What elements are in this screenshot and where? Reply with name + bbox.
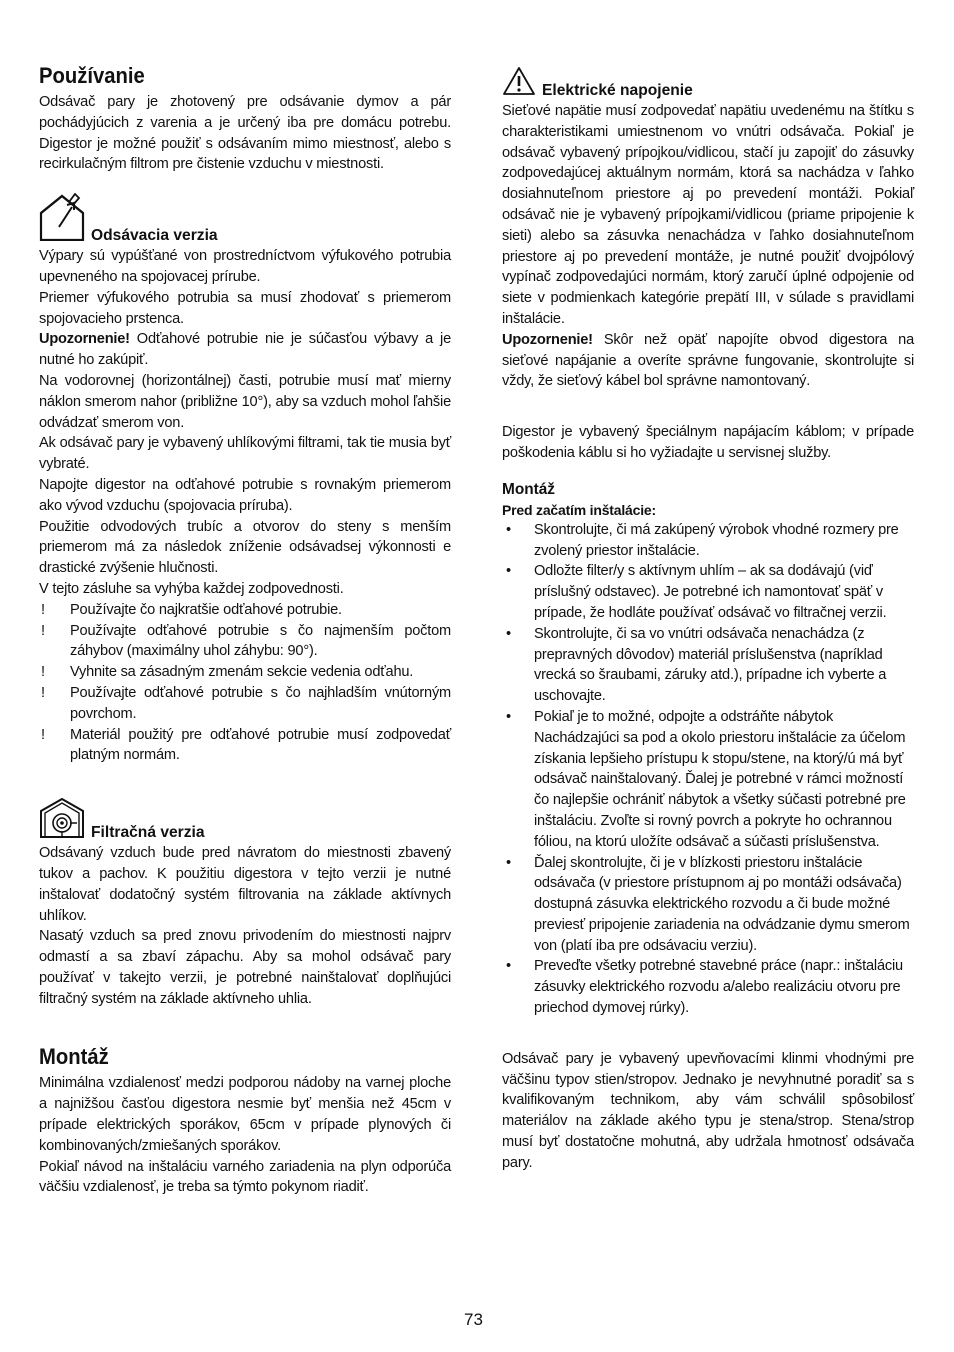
right-column bbox=[502, 78, 914, 1174]
exhaust-p1: Výpary sú vypúšťané von prostredníctvom výfukového potrubia upevneného na spojovacej prírube. bbox=[39, 248, 451, 285]
spacer bbox=[502, 1019, 914, 1049]
list-marker: ! bbox=[41, 684, 45, 701]
list-marker: ! bbox=[41, 664, 45, 681]
exhaust-p3: Na vodorovnej (horizontálnej) časti, potrubie musí mať mierny náklon smerom nahor (približne 10°), aby sa vzduch mohol ľahšie odvádzať smerom von. bbox=[39, 372, 451, 431]
filter-heading-row bbox=[39, 798, 451, 843]
mount-heading: Montáž bbox=[502, 480, 556, 498]
left-column bbox=[39, 62, 451, 1198]
list-marker: ! bbox=[41, 622, 45, 639]
exhaust-warning bbox=[39, 329, 451, 371]
mount-p-end: Odsávač pary je vybavený upevňovacími klinmi vhodnými pre väčšinu typov stien/stropov. Jednako je nevyhnutné poradiť sa s kvalifikovaným technikom, aby vám schválil spôsobilosť materiálov na základe akého typu je stena/strop. Stena/strop musí byť dostatočne mohutná, aby udržala hmotnosť odsávača pary. bbox=[502, 1050, 914, 1171]
mount-checklist bbox=[502, 520, 914, 1019]
warning-text: Skôr než opäť napojíte obvod digestora na sieťové napájanie a overíte správne fungovanie, skontrolujte si vždy, že sieťový kábel bol správne namontovaný. bbox=[502, 331, 914, 390]
exhaust-heading-row bbox=[39, 193, 451, 246]
mount-p1: Minimálna vzdialenosť medzi podporou nádoby na varnej ploche a najnižšou časťou digestora nesmie byť menšia než 45cm v prípade elektrických sporákov, 65cm v prípade plynových či kombinovaných/zmiešaných sporákov. bbox=[39, 1075, 451, 1154]
exhaust-p2: Priemer výfukového potrubia sa musí zhodovať s priemerom spojovacieho prstenca. bbox=[39, 289, 451, 327]
list-item: ! Materiál použitý pre odťahové potrubie musí zodpovedať platným normám. bbox=[41, 726, 451, 764]
list-marker: • bbox=[506, 521, 511, 538]
exhaust-list bbox=[39, 600, 451, 766]
list-item: ! Vyhnite sa zásadným zmenám sekcie vedenia odťahu. bbox=[39, 662, 451, 683]
list-marker: ! bbox=[41, 726, 45, 743]
list-marker: • bbox=[506, 854, 511, 871]
electric-heading: Elektrické napojenie bbox=[542, 82, 693, 99]
warning-text: Odťahové potrubie nie je súčasťou výbavy a je nutné ho zakúpiť. bbox=[39, 331, 451, 369]
list-marker: • bbox=[506, 708, 511, 725]
usage-intro: Odsávač pary je zhotovený pre odsávanie dymov a pár pochádyjúcich z varenia a je určený iba pre domácu potrebu. Digestor je možné použiť s odsávaním mimo miestnosť, alebo s recirkulačným filtrom pre čistenie vzduchu v miestnosti. bbox=[39, 94, 451, 173]
electric-p1: Sieťové napätie musí zodpovedať napätiu uvedenému na štítku s charakteristikami umiestnenom vo vnútri odsávača. Pokiaľ je odsávač vybavený prípojkou/vidlicou, stačí ju zapojiť do zásuvky zodpovedajúcej aktuálnym normám, ktorá sa nachádza v ľahko dosiahnuteľnom priestore aj po prevedení montáži. Pokiaľ odsávač nie je vybavený prípojkami/vidlicou (priame pripojenie k sieti) alebo sa zásuvka nenachádza v ľahko dosiahnuteľnom priestore aj po prevedení montáže, je nutné použiť dvojpólový vypínač zodpovedajúci normám, ktorý zaručí úplné odpojenie od siete v podmienkach kategórie prepätí III, v súlade s pravidlami inštalácie. bbox=[502, 103, 914, 327]
filter-p2: Nasatý vzduch sa pred znovu privodením do miestnosti najprv odmastí a sa zbaví zápachu. Aby sa mohol odsávač pary používať v takejto verzii, je potrebné nainštalovať doplňujúci filtračný systém na základe aktívneho uhlia. bbox=[39, 928, 451, 1007]
exhaust-p5: Napojte digestor na odťahové potrubie s rovnakým priemerom ako vývod vzduchu (spojovacia príruba). bbox=[39, 476, 451, 514]
mount-p2: Pokiaľ návod na inštaláciu varného zariadenia na plyn odporúča väčšiu vzdialenosť, je treba sa týmto pokynom riadiť. bbox=[39, 1158, 451, 1196]
list-item: ! Používajte odťahové potrubie s čo najhladším vnútorným povrchom. bbox=[41, 684, 451, 722]
list-item: • Pokiaľ je to možné, odpojte a odstráňte nábytok Nachádzajúci sa pod a okolo priestoru inštalácie za účelom získania lepšieho prístupu k stopu/stene, na ktorý/ú má byť odsávač nainštalovaný. Ďalej je potrebné v rámci možností čo najlepšie ochrániť nábytok a všetky súčasti potrebné pre inštaláciu. Zvoľte si rovný povrch a pokryte ho ochrannou fóliou, na ktorú uložíte odsávač a súčasti príslušenstva. bbox=[506, 708, 906, 850]
section-title-usage: Používanie bbox=[39, 63, 145, 88]
exhaust-house-icon bbox=[39, 193, 85, 246]
electric-warning bbox=[502, 330, 914, 392]
exhaust-heading: Odsávacia verzia bbox=[91, 227, 218, 245]
list-item: • Preveďte všetky potrebné stavebné práce (napr.: inštaláciu zásuvky elektrického rozvodu a/alebo realizáciu otvoru pre priechod dymovej rúrky). bbox=[506, 958, 903, 1017]
warning-label: Upozornenie! bbox=[502, 331, 593, 348]
list-marker: • bbox=[506, 625, 511, 642]
list-marker: ! bbox=[41, 601, 45, 618]
filter-p1: Odsávaný vzduch bude pred návratom do miestnosti zbavený tukov a pachov. K použitiu digestora v tejto verzii je nutné inštalovať dodatočný systém filtrovania na základe aktívnych uhlíkov. bbox=[39, 845, 451, 924]
list-item: • Odložte filter/y s aktívnym uhlím – ak sa dodávajú (viď príslušný odstavec). Je potrebné ich namontovať späť v prípade, že hodláte používať odsávač vo filtračnej verzii. bbox=[506, 563, 887, 621]
list-item: • Skontrolujte, či sa vo vnútri odsávača nenachádza (z prepravných dôvodov) materiál príslušenstva (napríklad vrecká so šraubami, záruky atd.), prípadne ich vyberte a uschovajte. bbox=[506, 625, 887, 705]
list-item: ! Používajte čo najkratšie odťahové potrubie. bbox=[39, 600, 451, 621]
electric-heading-row bbox=[502, 66, 914, 101]
spacer bbox=[502, 392, 914, 422]
exhaust-p7: V tejto zásluhe sa vyhýba každej zodpovednosti. bbox=[39, 580, 344, 597]
list-marker: • bbox=[506, 563, 511, 580]
section-title-mounting: Montáž bbox=[39, 1044, 109, 1070]
exhaust-p6: Použitie odvodových trubíc a otvorov do steny s menším priemerom má za následok zníženie odsávadsej výkonnosti e drastické zvýšenie hlučnosti. bbox=[39, 518, 451, 577]
electric-p2: Digestor je vybavený špeciálnym napájacím káblom; v prípade poškodenia káblu si ho vyžiadajte u servisnej služby. bbox=[502, 424, 914, 461]
warning-label: Upozornenie! bbox=[39, 331, 130, 348]
page-number: 73 bbox=[464, 1310, 483, 1329]
list-marker: • bbox=[506, 958, 511, 975]
list-item: ! Používajte odťahové potrubie s čo najmenším počtom záhybov (maximálny uhol záhybu: 90°). bbox=[41, 622, 451, 660]
filter-heading: Filtračná verzia bbox=[91, 824, 205, 842]
list-item: • Ďalej skontrolujte, či je v blízkosti priestoru inštalácie odsávača (v priestore prístupnom aj po montáži odsávača) dostupná zásuvka elektrického rozvodu a či bude možné previesť pripojenie zariadenia na odvádzanie dymu smerom von (platí iba pre odsávaciu verziu). bbox=[506, 854, 910, 954]
list-item: • Skontrolujte, či má zakúpený výrobok vhodné rozmery pre zvolený priestor inštalácie. bbox=[506, 521, 899, 559]
mount-subheading: Pred začatím inštalácie: bbox=[502, 501, 656, 518]
exhaust-p4: Ak odsávač pary je vybavený uhlíkovými filtrami, tak tie musia byť vybraté. bbox=[39, 435, 451, 473]
warning-triangle-icon bbox=[502, 66, 536, 101]
filter-house-icon bbox=[39, 798, 85, 843]
